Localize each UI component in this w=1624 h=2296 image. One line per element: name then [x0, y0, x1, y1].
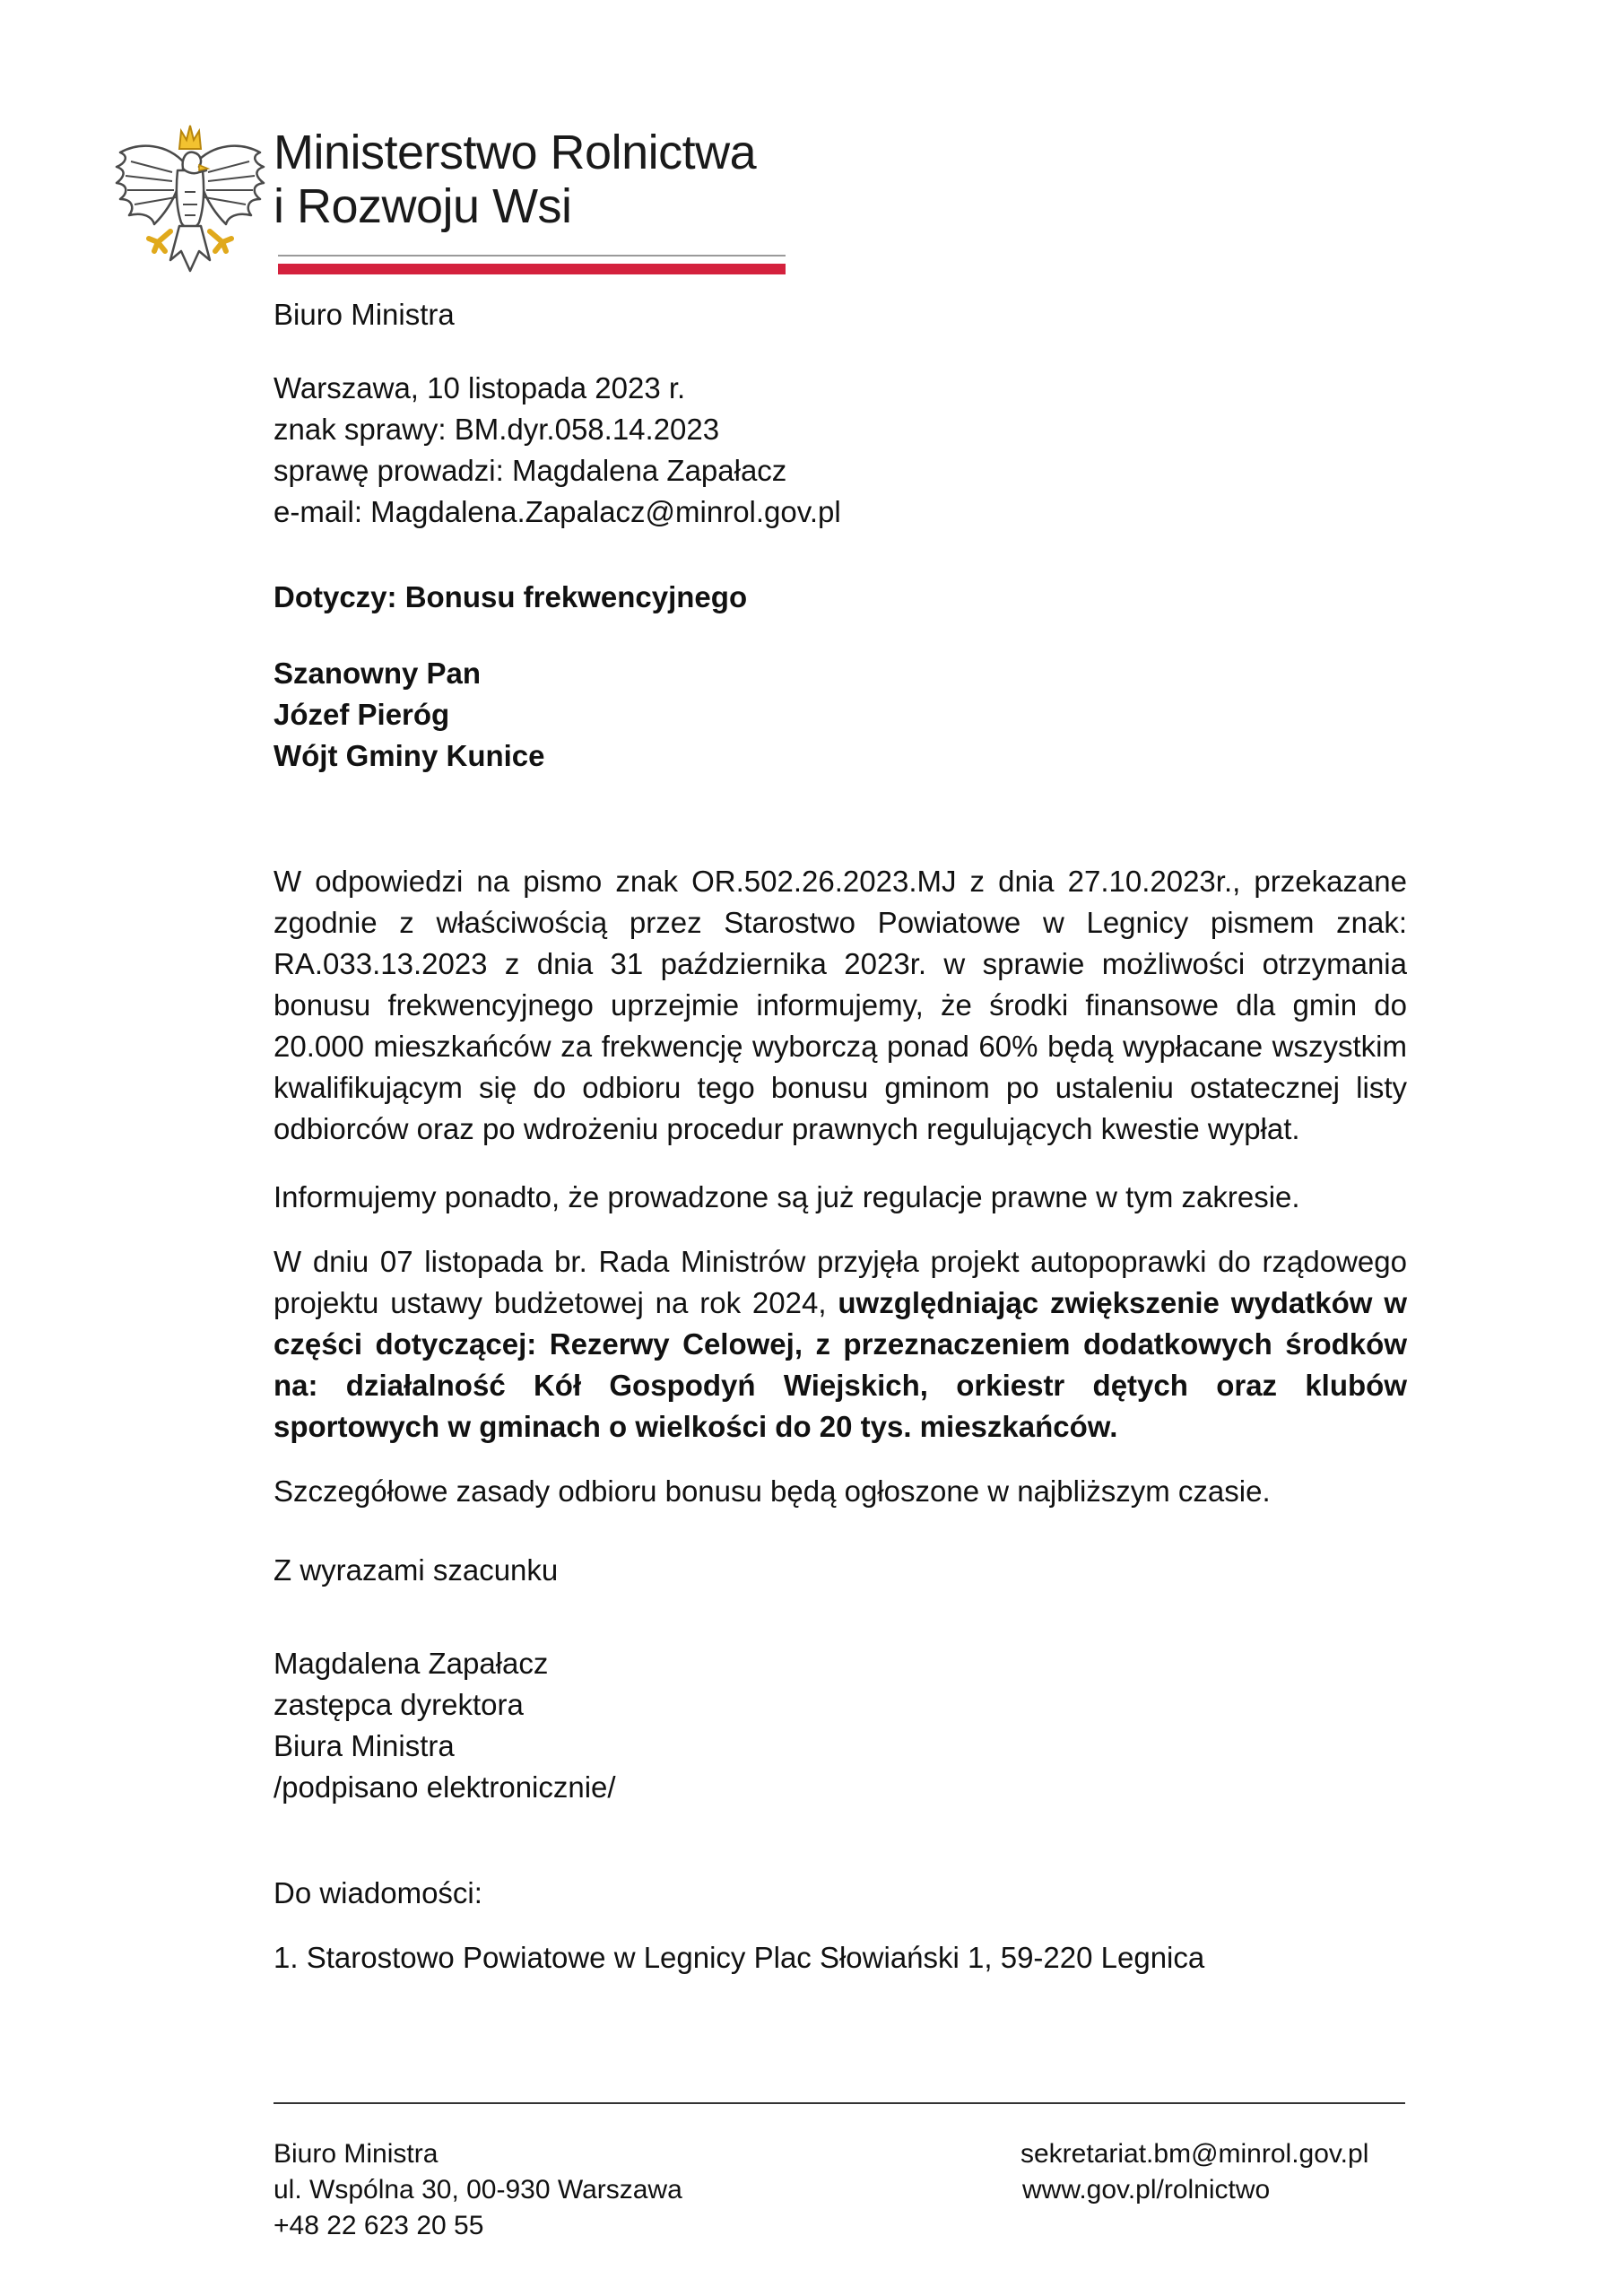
signature-name: Magdalena Zapałacz [274, 1647, 549, 1680]
closing: Z wyrazami szacunku [274, 1553, 559, 1587]
recipient-name: Józef Pieróg [274, 698, 450, 731]
date-line: Warszawa, 10 listopada 2023 r. [274, 371, 686, 404]
footer-office: Biuro Ministra [274, 2139, 439, 2169]
signature-role: zastępca dyrektora [274, 1688, 524, 1721]
recipient-salutation: Szanowny Pan [274, 657, 482, 690]
body-paragraph-3 [274, 1241, 1407, 1448]
footer-website-link[interactable]: www.gov.pl/rolnictwo [1022, 2175, 1271, 2205]
cc-item: 1. Starostowo Powiatowe w Legnicy Plac Słowiański 1, 59-220 Legnica [274, 1941, 1205, 1974]
signature-unit: Biura Ministra [274, 1729, 455, 1762]
body-paragraph-3-bold: uwzględniając zwiększenie wydatków w części dotyczącej: Rezerwy Celowej, z przeznaczeniem dodatkowych środków na: działalność Kół Gospodyń Wiejskich, orkiestr dętych oraz klubów sportowych w gminach o wielkości do 20 tys. mieszkańców. [274, 1286, 1407, 1443]
ministry-name-line2: i Rozwoju Wsi [274, 179, 572, 233]
case-reference: znak sprawy: BM.dyr.058.14.2023 [274, 413, 720, 446]
body-paragraph-4: Szczegółowe zasady odbioru bonusu będą ogłoszone w najbliższym czasie. [274, 1474, 1271, 1508]
ministry-name-line1: Ministerstwo Rolnictwa [274, 126, 757, 179]
footer-divider [274, 2102, 1405, 2104]
polish-eagle-emblem [113, 117, 267, 276]
ministry-name [274, 126, 756, 233]
subject-line: Dotyczy: Bonusu frekwencyjnego [274, 580, 748, 613]
handled-by: sprawę prowadzi: Magdalena Zapałacz [274, 454, 787, 487]
footer-address: ul. Wspólna 30, 00-930 Warszawa [274, 2175, 682, 2205]
footer-phone: +48 22 623 20 55 [274, 2211, 484, 2240]
footer-email-link[interactable]: sekretariat.bm@minrol.gov.pl [1020, 2139, 1369, 2169]
cc-heading: Do wiadomości: [274, 1876, 482, 1909]
header-divider [278, 255, 786, 257]
signature-electronic: /podpisano elektronicznie/ [274, 1770, 616, 1804]
body-paragraph-2: Informujemy ponadto, że prowadzone są już regulacje prawne w tym zakresie. [274, 1180, 1300, 1213]
office-name: Biuro Ministra [274, 298, 455, 331]
recipient-title: Wójt Gminy Kunice [274, 739, 545, 772]
body-paragraph-3-plain: W dniu 07 listopada br. Rada Ministrów przyjęła projekt autopoprawki do rządowego projektu ustawy budżetowej na rok 2024, [274, 1245, 1407, 1319]
contact-email: e-mail: Magdalena.Zapalacz@minrol.gov.pl [274, 495, 841, 528]
body-paragraph-1: W odpowiedzi na pismo znak OR.502.26.2023.MJ z dnia 27.10.2023r., przekazane zgodnie z właściwością przez Starostwo Powiatowe w Legnicy pismem znak: RA.033.13.2023 z dnia 31 października 2023r. w sprawie możliwości otrzymania bonusu frekwencyjnego uprzejmie informujemy, że środki finansowe dla gmin do 20.000 mieszkańców za frekwencję wyborczą ponad 60% będą wypłacane wszystkim kwalifikującym się do odbioru tego bonusu gminom po ustaleniu ostatecznej listy odbiorców oraz po wdrożeniu procedur prawnych regulujących kwestie wypłat. [274, 865, 1407, 1145]
header-accent-bar [278, 264, 786, 274]
